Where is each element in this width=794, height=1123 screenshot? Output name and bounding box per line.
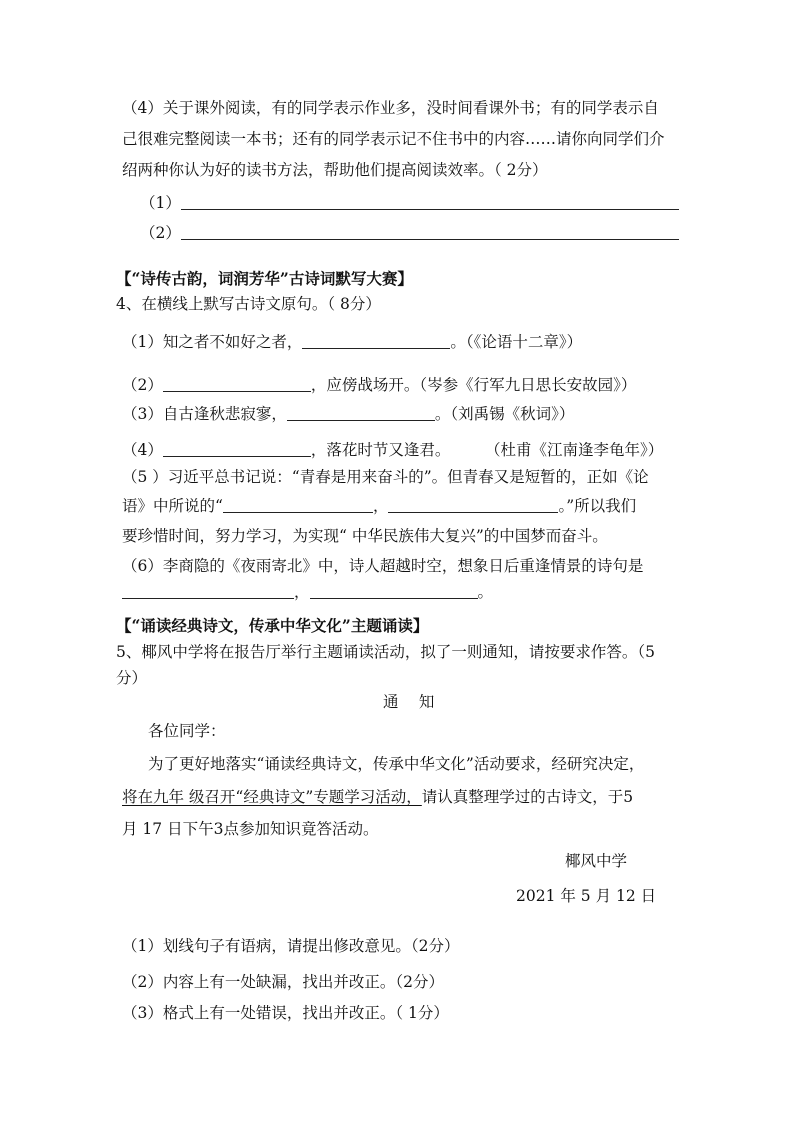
notice-salutation: 各位同学： <box>148 722 226 740</box>
poem-blank-3[interactable] <box>287 405 435 421</box>
notice-body-line-1: 为了更好地落实“诵读经典诗文，传承中华文化”活动要求，经研究决定， <box>148 755 645 773</box>
poem-item-6-line-1: （6）李商隐的《夜雨寄北》中，诗人超越时空，想象日后重逢情景的诗句是 <box>122 557 644 575</box>
poem-item-1: （1）知之者不如好之者， 。（《论语十二章》） <box>122 333 583 351</box>
poem-item-6-line-2: ， 。 <box>122 580 493 602</box>
poem-item-5-line-2: 语》中所说的“ ， 。”所以我们 <box>122 497 637 515</box>
notice-question-line-1: 5、椰风中学将在报告厅举行主题诵读活动，拟了一则通知，请按要求作答。（5 <box>116 643 655 661</box>
answer-blank-1[interactable] <box>181 194 679 210</box>
poem-item-2: （2） ，应傍战场开。（岑参《行军九日思长安故园》） <box>122 376 637 394</box>
poem-blank-6b[interactable] <box>310 583 478 599</box>
notice-date: 2021 年 5 月 12 日 <box>516 887 657 905</box>
answer-label-2: （2） <box>140 224 181 242</box>
notice-signer: 椰风中学 <box>565 852 628 870</box>
answer-label-1: （1） <box>140 194 181 212</box>
section-heading-poem: 【“诗传古韵，词润芳华”古诗词默写大赛】 <box>116 269 413 288</box>
underlined-sentence: 将在九年 级召开“经典诗文”专题学习活动， <box>122 788 422 806</box>
reading-question-line-1: （4）关于课外阅读，有的同学表示作业多，没时间看课外书；有的同学表示自 <box>122 99 659 117</box>
notice-question-line-2: 分） <box>116 669 148 687</box>
poem-blank-5b[interactable] <box>388 497 558 513</box>
notice-subquestion-3: （3）格式上有一处错误，找出并改正。（ 1分） <box>122 1004 449 1022</box>
answer-line-1[interactable] <box>140 191 679 213</box>
reading-question-line-3: 绍两种你认为好的读书方法，帮助他们提高阅读效率。（ 2分） <box>122 161 548 179</box>
section-heading-notice: 【“诵读经典诗文，传承中华文化”主题诵读】 <box>116 616 429 635</box>
notice-title: 通 知 <box>383 693 435 711</box>
answer-line-2[interactable] <box>140 221 679 243</box>
poem-blank-2[interactable] <box>163 376 311 392</box>
poem-item-4: （4） ，落花时节又逢君。 <box>122 441 451 459</box>
poem-blank-6a[interactable] <box>122 583 294 599</box>
poem-item-5-line-3: 要珍惜时间，努力学习，为实现“ 中华民族伟大复兴”的中国梦而奋斗。 <box>122 527 608 545</box>
poem-blank-1[interactable] <box>302 333 450 349</box>
notice-body-line-3: 月 17 日下午3点参加知识竟答活动。 <box>122 820 379 838</box>
poem-item-3: （3）自古逢秋悲寂寥， 。（刘禹锡《秋词》） <box>122 405 575 423</box>
poem-item-5-line-1: （5 ）习近平总书记说：“青春是用来奋斗的”。但青春又是短暂的，正如《论 <box>122 468 649 486</box>
poem-blank-5a[interactable] <box>223 497 373 513</box>
poem-question: 4、在横线上默写古诗文原句。（ 8分） <box>116 295 381 313</box>
poem-item-4-source: （杜甫《江南逢李龟年》） <box>485 441 664 459</box>
notice-body-line-2: 将在九年 级召开“经典诗文”专题学习活动，请认真整理学过的古诗文，于5 <box>122 788 634 806</box>
poem-blank-4[interactable] <box>163 441 311 457</box>
notice-subquestion-2: （2）内容上有一处缺漏，找出并改正。（2分） <box>122 973 444 991</box>
reading-question-line-2: 己很难完整阅读一本书；还有的同学表示记不住书中的内容……请你向同学们介 <box>122 130 665 148</box>
notice-subquestion-1: （1）划线句子有语病，请提出修改意见。（2分） <box>122 937 460 955</box>
answer-blank-2[interactable] <box>181 224 679 240</box>
